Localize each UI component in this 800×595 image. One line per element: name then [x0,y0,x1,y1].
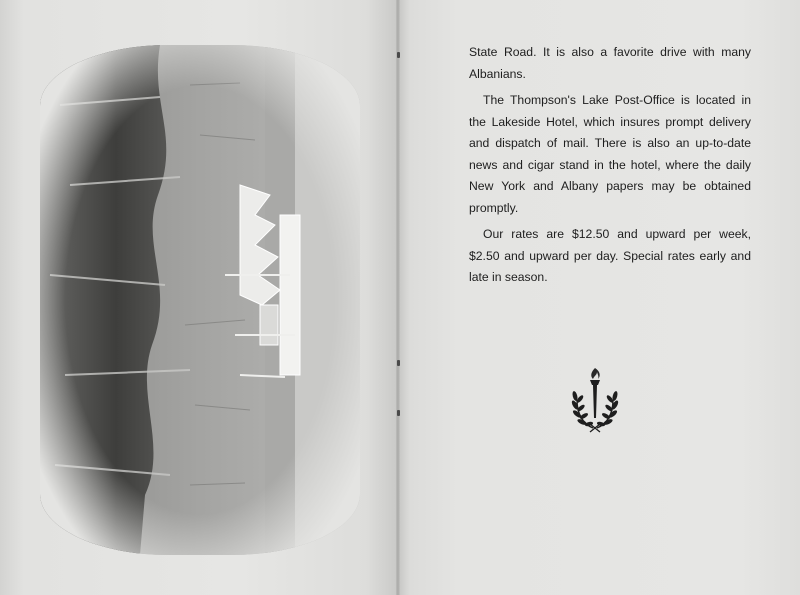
left-page [0,0,398,595]
paragraph-continuation: State Road. It is also a favorite drive with many Albanians. [469,45,751,81]
lakeside-photograph [40,45,360,555]
staple-mark [397,410,400,416]
body-text [469,42,751,294]
torch-wreath-icon [571,366,619,436]
paragraph-post-office: The Thompson's Lake Post-Office is located in the Lakeside Hotel, which insures prompt delivery and dispatch of mail. There is also an up-to-date news and cigar stand in the hotel, where the daily New York and Albany papers may be obtained promptly. [469,93,751,215]
paragraph-rates: Our rates are $12.50 and upward per week, $2.50 and upward per day. Special rates early and late in season. [469,227,751,284]
staple-mark [397,360,400,366]
book-gutter [396,0,400,595]
staple-mark [397,52,400,58]
